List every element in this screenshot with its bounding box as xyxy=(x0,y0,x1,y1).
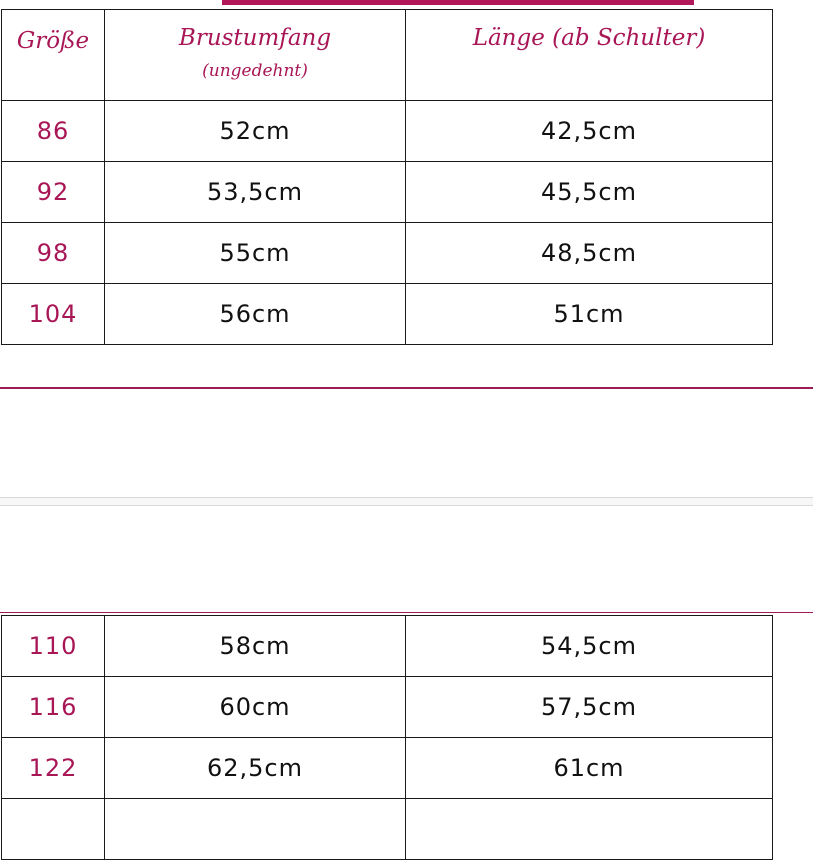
table-row xyxy=(2,162,773,223)
chest-value: 62,5cm xyxy=(105,738,406,799)
length-value: 61cm xyxy=(406,738,773,799)
size-value: 86 xyxy=(2,101,105,162)
length-value: 48,5cm xyxy=(406,223,773,284)
table-row xyxy=(2,677,773,738)
header-length-label: Länge (ab Schulter) xyxy=(472,25,706,51)
size-value: 98 xyxy=(2,223,105,284)
length-value: 57,5cm xyxy=(406,677,773,738)
table-row xyxy=(2,223,773,284)
header-chest-note: (ungedehnt) xyxy=(202,61,308,81)
size-table-top xyxy=(1,9,773,345)
header-chest-cell xyxy=(105,10,406,101)
header-length-cell xyxy=(406,10,773,101)
table-row xyxy=(2,738,773,799)
table-row xyxy=(2,101,773,162)
chest-value: 60cm xyxy=(105,677,406,738)
size-value: 104 xyxy=(2,284,105,345)
page-break-band xyxy=(0,497,813,506)
table-row xyxy=(2,284,773,345)
header-chest-label: Brustumfang xyxy=(178,25,332,51)
chest-value: 53,5cm xyxy=(105,162,406,223)
length-value: 51cm xyxy=(406,284,773,345)
length-value: 54,5cm xyxy=(406,616,773,677)
header-size-label: Größe xyxy=(16,28,90,54)
chest-value: 52cm xyxy=(105,101,406,162)
size-value: 92 xyxy=(2,162,105,223)
title-underline-bar xyxy=(222,0,694,5)
length-value: 45,5cm xyxy=(406,162,773,223)
chest-value: 56cm xyxy=(105,284,406,345)
chest-value: 58cm xyxy=(105,616,406,677)
table-row xyxy=(2,616,773,677)
size-table-bottom xyxy=(1,615,773,860)
header-size-cell xyxy=(2,10,105,101)
size-value: 110 xyxy=(2,616,105,677)
size-value xyxy=(2,799,105,860)
chest-value xyxy=(105,799,406,860)
size-value: 116 xyxy=(2,677,105,738)
size-value: 122 xyxy=(2,738,105,799)
table-header-row xyxy=(2,10,773,101)
length-value xyxy=(406,799,773,860)
length-value: 42,5cm xyxy=(406,101,773,162)
section-divider xyxy=(0,387,813,389)
chest-value: 55cm xyxy=(105,223,406,284)
table-row xyxy=(2,799,773,860)
section-divider xyxy=(0,612,813,613)
